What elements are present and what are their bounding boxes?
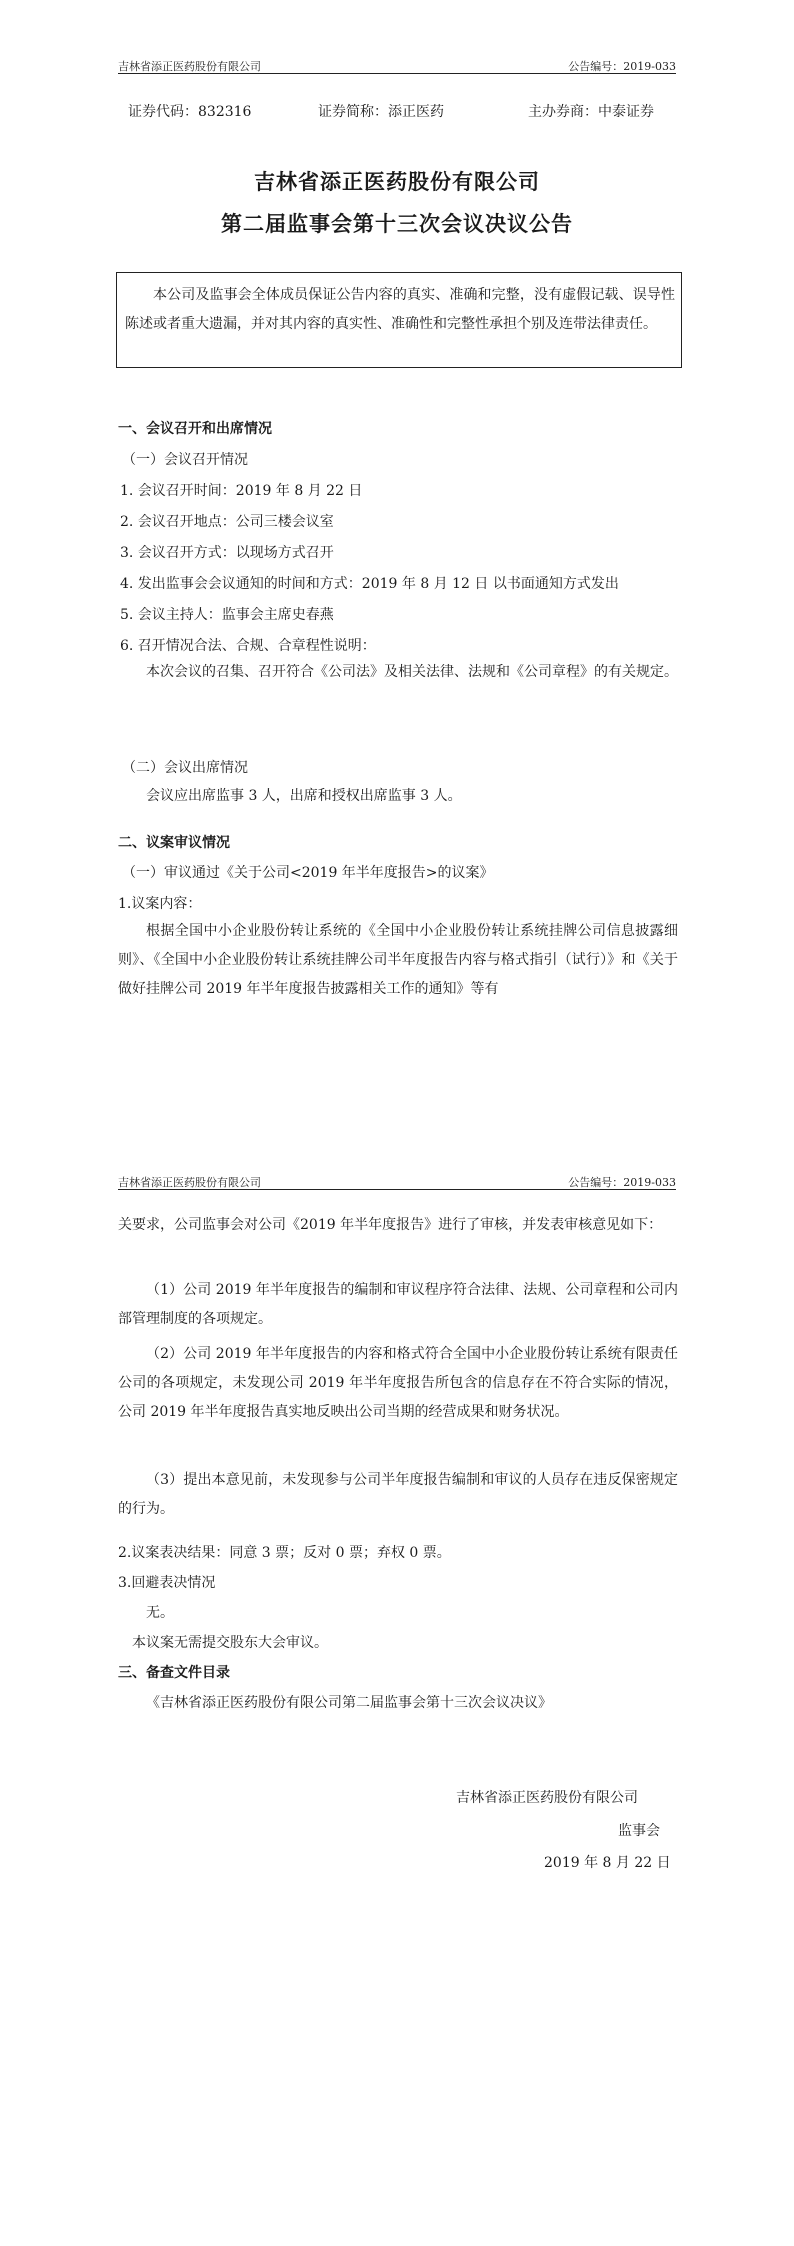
opinion-3: （3）提出本意见前，未发现参与公司半年度报告编制和审议的人员存在违反保密规定的行为。 [118,1472,678,1517]
title-line2: 第二届监事会第十三次会议决议公告 [221,211,573,236]
notice-box [116,272,682,368]
header-company: 吉林省添正医药股份有限公司 [118,1176,261,1189]
vote-result: 2.议案表决结果：同意 3 票；反对 0 票；弃权 0 票。 [118,1545,451,1561]
section2-sub1: （一）审议通过《关于公司<2019 年半年度报告>的议案》 [122,865,494,881]
opinion-1: （1）公司 2019 年半年度报告的编制和审议程序符合法律、法规、公司章程和公司内部管理制度的各项规定。 [118,1282,678,1327]
section1-sub2: （二）会议出席情况 [122,760,248,776]
header-rule [118,73,676,74]
stock-abbr: 证券简称：添正医药 [318,104,444,120]
meeting-place: 2. 会议召开地点：公司三楼会议室 [120,514,334,530]
legality-text: 本次会议的召集、召开符合《公司法》及相关法律、法规和《公司章程》的有关规定。 [146,664,678,680]
content-paragraph-1-cont: 关要求，公司监事会对公司《2019 年半年度报告》进行了审核，并发表审核意见如下： [118,1217,663,1233]
header-announcement-no: 公告编号：2019-033 [568,60,676,73]
meeting-host: 5. 会议主持人：监事会主席史春燕 [120,607,334,623]
notice-text: 本公司及监事会全体成员保证公告内容的真实、准确和完整，没有虚假记载、误导性陈述或者重大遗漏，并对其内容的真实性、准确性和完整性承担个别及连带法律责任。 [125,287,675,332]
section2-heading: 二、议案审议情况 [118,835,230,851]
signature-company: 吉林省添正医药股份有限公司 [456,1790,638,1806]
header-announcement-no: 公告编号：2019-033 [568,1176,676,1189]
broker: 主办券商：中泰证券 [528,104,654,120]
signature-board: 监事会 [618,1823,660,1839]
content-paragraph-1: 根据全国中小企业股份转让系统的《全国中小企业股份转让系统挂牌公司信息披露细则》、《全国中小企业股份转让系统挂牌公司半年度报告内容与格式指引（试行）》和《关于做好挂牌公司 2019 年半年度报告披露相关工作的通知》等有 [118,923,678,997]
attendance-text: 会议应出席监事 3 人，出席和授权出席监事 3 人。 [146,788,462,804]
recusal-text: 无。 [146,1605,174,1621]
notice-time-method: 4. 发出监事会会议通知的时间和方式：2019 年 8 月 12 日 以书面通知方式发出 [120,576,619,592]
header-rule [118,1189,676,1190]
legality-label: 6. 召开情况合法、合规、合章程性说明： [120,638,376,654]
section1-sub1: （一）会议召开情况 [122,452,248,468]
recusal-label: 3.回避表决情况 [118,1575,216,1591]
stock-code: 证券代码：832316 [128,104,252,120]
content-label: 1.议案内容： [118,896,202,912]
header-company: 吉林省添正医药股份有限公司 [118,60,261,73]
meeting-method: 3. 会议召开方式：以现场方式召开 [120,545,334,561]
signature-date: 2019 年 8 月 22 日 [544,1855,671,1871]
section3-heading: 三、备查文件目录 [118,1665,230,1681]
meeting-time: 1. 会议召开时间：2019 年 8 月 22 日 [120,483,363,499]
no-shareholder-review: 本议案无需提交股东大会审议。 [132,1635,328,1651]
title-line1: 吉林省添正医药股份有限公司 [254,169,540,194]
opinion-2: （2）公司 2019 年半年度报告的内容和格式符合全国中小企业股份转让系统有限责任公司的各项规定，未发现公司 2019 年半年度报告所包含的信息存在不符合实际的情况，公司 2019 年半年度报告真实地反映出公司当期的经营成果和财务状况。 [118,1346,678,1420]
section1-heading: 一、会议召开和出席情况 [118,421,272,437]
reference-file: 《吉林省添正医药股份有限公司第二届监事会第十三次会议决议》 [146,1695,552,1711]
